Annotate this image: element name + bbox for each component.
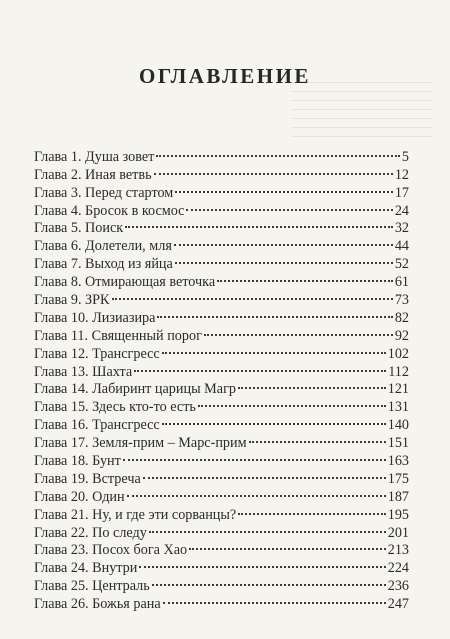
- dot-leader: [162, 340, 386, 358]
- page-number: 102: [387, 345, 409, 362]
- page-number: 24: [394, 202, 409, 219]
- page-number: 32: [394, 220, 409, 237]
- dot-leader: [154, 161, 393, 179]
- chapter-title: Глава 2. Иная ветвь: [34, 166, 152, 183]
- dot-leader: [127, 483, 386, 501]
- dot-leader: [157, 304, 392, 322]
- chapter-title: Глава 17. Земля-прим – Марс-прим: [34, 435, 247, 452]
- page-number: 201: [387, 524, 409, 541]
- dot-leader: [249, 429, 386, 447]
- page-number: 5: [401, 148, 409, 165]
- dot-leader: [149, 519, 386, 537]
- chapter-title: Глава 4. Бросок в космос: [34, 202, 185, 219]
- dot-leader: [163, 590, 386, 608]
- dot-leader: [162, 411, 386, 429]
- dot-leader: [143, 465, 386, 483]
- dot-leader: [156, 143, 400, 161]
- chapter-title: Глава 23. Посох бога Хао: [34, 542, 188, 559]
- page-number: 224: [387, 560, 409, 577]
- chapter-title: Глава 8. Отмирающая веточка: [34, 274, 216, 291]
- dot-leader: [112, 286, 393, 304]
- chapter-title: Глава 16. Трансгресс: [34, 417, 160, 434]
- page-title: ОГЛАВЛЕНИЕ: [139, 64, 311, 88]
- chapter-title: Глава 18. Бунт: [34, 453, 121, 470]
- chapter-title: Глава 6. Долетели, мля: [34, 238, 172, 255]
- chapter-title: Глава 25. Централь: [34, 578, 150, 595]
- chapter-title: Глава 20. Один: [34, 488, 125, 505]
- page-number: 247: [387, 596, 409, 613]
- chapter-title: Глава 9. ЗРК: [34, 292, 110, 309]
- page-number: 163: [387, 453, 409, 470]
- page-number: 121: [387, 381, 409, 398]
- page-number: 73: [394, 292, 409, 309]
- page-number: 61: [394, 274, 409, 291]
- chapter-title: Глава 7. Выход из яйца: [34, 256, 173, 273]
- dot-leader: [175, 179, 393, 197]
- page-number: 17: [394, 184, 409, 201]
- dot-leader: [139, 554, 385, 572]
- chapter-title: Глава 15. Здесь кто-то есть: [34, 399, 196, 416]
- chapter-title: Глава 13. Шахта: [34, 363, 133, 380]
- chapter-title: Глава 24. Внутри: [34, 560, 138, 577]
- chapter-title: Глава 22. По следу: [34, 524, 147, 541]
- dot-leader: [217, 268, 393, 286]
- chapter-title: Глава 1. Душа зовет: [34, 148, 155, 165]
- table-of-contents: [34, 143, 409, 613]
- dot-leader: [204, 322, 393, 340]
- page-number: 44: [394, 238, 409, 255]
- page-number: 213: [387, 542, 409, 559]
- dot-leader: [186, 197, 392, 215]
- page-number: 82: [394, 309, 409, 326]
- chapter-title: Глава 21. Ну, и где эти сорванцы?: [34, 506, 237, 523]
- page-number: 131: [387, 399, 409, 416]
- page-number: 140: [387, 417, 409, 434]
- chapter-title: Глава 26. Божья рана: [34, 596, 161, 613]
- page-number: 12: [394, 166, 409, 183]
- chapter-title: Глава 3. Перед стартом: [34, 184, 174, 201]
- dot-leader: [238, 376, 386, 394]
- chapter-title: Глава 19. Встреча: [34, 470, 141, 487]
- toc-entry: [34, 143, 409, 165]
- chapter-title: Глава 12. Трансгресс: [34, 345, 160, 362]
- page-number: 52: [394, 256, 409, 273]
- dot-leader: [189, 537, 386, 555]
- dot-leader: [174, 232, 393, 250]
- page-number: 195: [387, 506, 409, 523]
- page-number: 151: [387, 435, 409, 452]
- page-number: 112: [388, 363, 409, 380]
- dot-leader: [125, 215, 393, 233]
- chapter-title: Глава 10. Лизиазира: [34, 309, 156, 326]
- dot-leader: [238, 501, 386, 519]
- dot-leader: [175, 250, 393, 268]
- dot-leader: [152, 572, 386, 590]
- dot-leader: [198, 393, 386, 411]
- page-number: 92: [394, 327, 409, 344]
- chapter-title: Глава 11. Священный порог: [34, 327, 202, 344]
- page-number: 187: [387, 488, 409, 505]
- chapter-title: Глава 5. Поиск: [34, 220, 124, 237]
- dot-leader: [123, 447, 386, 465]
- dot-leader: [134, 358, 386, 376]
- page-number: 175: [387, 470, 409, 487]
- page-number: 236: [387, 578, 409, 595]
- chapter-title: Глава 14. Лабиринт царицы Магр: [34, 381, 236, 398]
